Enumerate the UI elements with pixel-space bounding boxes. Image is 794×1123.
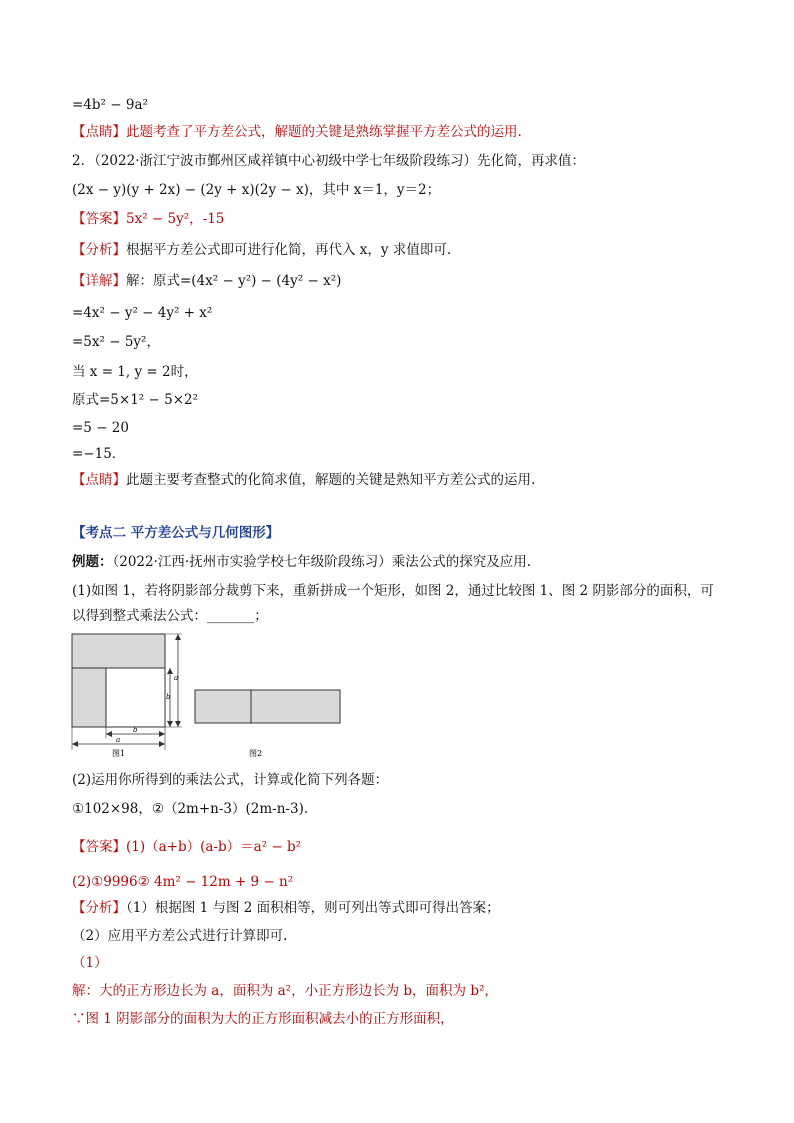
line-result: =4b² − 9a²	[72, 97, 148, 113]
step-1: =4x² − y² − 4y² + x²	[72, 305, 213, 321]
label-a-horizontal: a	[116, 736, 121, 744]
xiangjie-tag: 【详解】	[72, 273, 126, 289]
answer-text: (1)（a+b）(a-b）＝a² − b²	[126, 839, 302, 855]
solution-part-1: （1）	[72, 955, 108, 971]
part-1-line-b: 以得到整式乘法公式：_______；	[72, 608, 268, 624]
question-2-expression: (2x − y)(y + 2x) − (2y + x)(2y − x)，其中 x＝1，y＝2；	[72, 182, 441, 198]
small-square	[106, 668, 165, 727]
fenxi-tag: 【分析】	[72, 242, 126, 258]
caption-figure-1: 图1	[112, 749, 126, 758]
dianjing-tag: 【点睛】	[72, 472, 126, 488]
example-line	[72, 553, 531, 571]
arrow-head	[175, 721, 181, 727]
fenxi-line	[72, 241, 451, 259]
arrow-head	[175, 634, 181, 640]
dianjing-text: 此题考查了平方差公式，解题的关键是熟练掌握平方差公式的运用.	[126, 124, 522, 140]
fenxi-text: 根据平方差公式即可进行化简，再代入 x，y 求值即可.	[126, 242, 452, 258]
xiangjie-line	[72, 272, 341, 290]
solution-line: 解：大的正方形边长为 a，面积为 a²，小正方形边长为 b，面积为 b²，	[72, 983, 498, 999]
caption-figure-2: 图2	[249, 749, 263, 758]
fenxi2-line	[72, 899, 500, 917]
step-6: =−15．	[72, 446, 126, 462]
label-b-horizontal: b	[133, 726, 138, 734]
figure-area	[60, 628, 360, 762]
step-3: 当 x = 1, y = 2时，	[72, 364, 198, 380]
fenxi2-line-b: （2）应用平方差公式进行计算即可.	[72, 928, 288, 944]
answer-text: 5x² − 5y²，-15	[126, 211, 225, 227]
answer2-line	[72, 838, 301, 856]
answer-line	[72, 210, 224, 228]
question-2: 2．（2022·浙江宁波市鄞州区咸祥镇中心初级中学七年级阶段练习）先化简，再求值：	[72, 153, 585, 169]
example-text: （2022·江西·抚州市实验学校七年级阶段练习）乘法公式的探究及应用.	[112, 554, 531, 570]
arrow-head	[167, 668, 173, 674]
dianjing-tag: 【点睛】	[72, 124, 126, 140]
answer-tag: 【答案】	[72, 211, 126, 227]
step-5: =5 − 20	[72, 420, 129, 436]
dianjing-2	[72, 471, 535, 489]
answer-tag: 【答案】	[72, 839, 126, 855]
dianjing-text: 此题主要考查整式的化简求值，解题的关键是熟知平方差公式的运用.	[126, 472, 536, 488]
part-2-line: (2)运用你所得到的乘法公式，计算或化简下列各题：	[72, 772, 389, 788]
label-a-vertical: a	[174, 674, 179, 682]
geometry-figures	[60, 628, 360, 758]
arrow-head	[106, 731, 112, 737]
arrow-head	[159, 741, 165, 747]
arrow-head	[72, 741, 78, 747]
step-2: =5x² − 5y²，	[72, 334, 160, 350]
rectangle-figure-2	[195, 690, 340, 723]
answer2-part2: (2)①9996② 4m² − 12m + 9 − n²	[72, 874, 294, 890]
xiangjie-text: 解：原式=(4x² − y²) − (4y² − x²)	[126, 273, 342, 289]
label-b-vertical: b	[166, 693, 171, 701]
fenxi-tag: 【分析】	[72, 900, 126, 916]
step-4: 原式=5×1² − 5×2²	[72, 392, 199, 408]
example-label: 例题：	[72, 554, 113, 570]
section-heading: 【考点二 平方差公式与几何图形】	[72, 525, 280, 541]
dianjing-1	[72, 123, 522, 141]
fenxi-text: （1）根据图 1 与图 2 面积相等，则可列出等式即可得出答案；	[126, 900, 500, 916]
part-1-line-a: (1)如图 1，若将阴影部分裁剪下来，重新拼成一个矩形，如图 2，通过比较图 1、图 2 阴影部分的面积，可	[72, 583, 714, 599]
because-line: ∵图 1 阴影部分的面积为大的正方形面积减去小的正方形面积，	[72, 1011, 454, 1027]
arrow-head	[167, 721, 173, 727]
part-2-items: ①102×98，②（2m+n-3）(2m-n-3).	[72, 801, 309, 817]
arrow-head	[159, 731, 165, 737]
